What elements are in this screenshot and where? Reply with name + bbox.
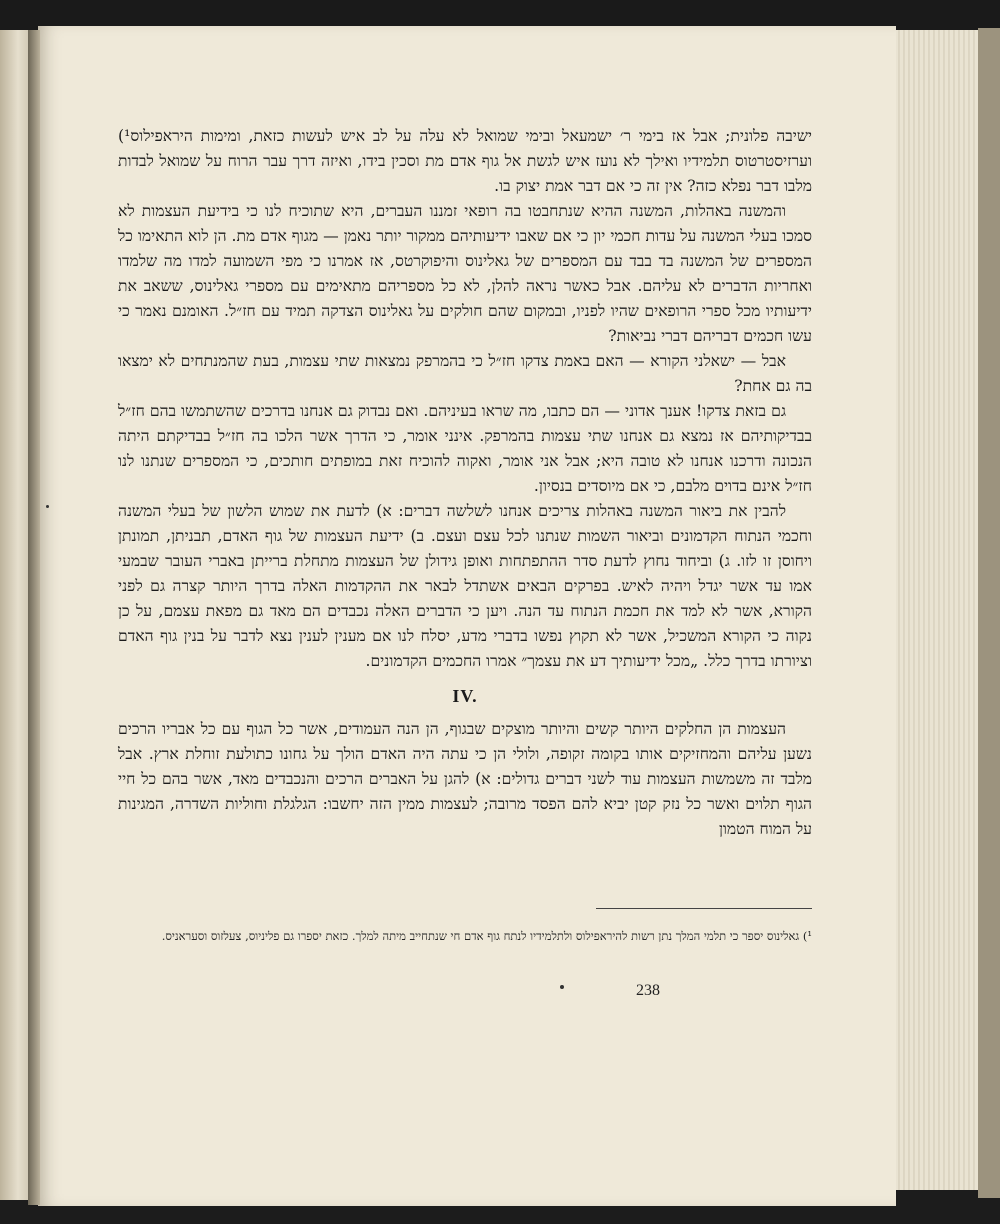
paragraph: להבין את ביאור המשנה באהלות צריכים אנחנו לשלשה דברים: א) לדעת את שמוש הלשון של בעלי המשנה וחכמי הנתוח הקדמונים וביאור השמות שנתנו לכל עצם ועצם. ב) ידיעת העצמות של גוף האדם, תבניתן, תמונתן ויחוסן זו לזו. ג) וביחוד נחוץ לדעת סדר ההתפתחות ואופן גידולן של העצמות מתחלת ברייתן באברי העובר שבמעי אמו עד אשר יגדל ויהיה לאיש. בפרקים הבאים אשתדל לבאר את ההקדמות האלה בדרך היותר קצרה גם לפני הקורא, אשר לא למד את חכמת הנתוח עד הנה. ויען כי הדברים האלה נכבדים הם מאד גם מפאת עצמם, על כן נקוה כי הקורא המשכיל, אשר לא תקוץ נפשו בדברי מדע, יסלח לנו אם מענין לענין נצא לדבר על בנין גוף האדם וציורתו בדרך כלל. „מכל ידיעותיך דע את עצמך״ אמרו החכמים הקדמונים.: [118, 502, 812, 670]
main-text: [118, 124, 812, 842]
paragraph: העצמות הן החלקים היותר קשים והיותר מוצקים שבגוף, הן הנה העמודים, אשר כל הגוף עם כל אבריו הרכים נשען עליהם והמחזיקים אותו בקומה זקופה, ולולי הן כי עתה היה האדם הולך על גחונו כתולעת זוחלת ארץ. אבל מלבד זה משמשות העצמות עוד לשני דברים גדולים: א) להגן על האברים הרכים והנכבדים מאד, אשר בהם כל חיי הגוף תלוים ואשר כל נזק קטן יביא להם הפסד מרובה; לעצמות ממין הזה יחשבו: הגלגלת וחוליות השדרה, המגינות על המוח הטמון: [118, 720, 812, 838]
paragraph: והמשנה באהלות, המשנה ההיא שנתחבטו בה רופאי זמננו העברים, היא שתוכיח לנו כי בידיעת העצמות לא סמכו בעלי המשנה על עדות חכמי יון כי אם שאבו ידיעותיהם ממקור יותר נאמן — מגוף אדם מת. הן לוא התאימו כל המספרים של המשנה בד בבד עם המספרים של גאלינוס והיפוקרטס, אז אמרנו כי מפי השמועה למדו מה שלמדו ואחריות הדברים לא עליהם. אבל כאשר נראה להלן, לא כל מספריהם מתאימים עם מספרי גאלינוס, ששאב את ידיעותיו מכל ספרי הרופאים שהיו לפניו, ובמקום שהם חולקים על גאלינוס הצדקה תמיד עם חז״ל. האומנם נאמר כי עשו חכמים דבריהם דברי נביאות?: [118, 202, 812, 345]
section-heading: IV.: [452, 686, 478, 706]
footnote-rule: [596, 908, 812, 909]
paragraph: אבל — ישאלני הקורא — האם באמת צדקו חז״ל כי בהמרפק נמצאות שתי עצמות, בעת שהמנתחים לא ימצאו בה גם אחת?: [118, 352, 812, 395]
ink-speck: [46, 505, 49, 508]
book-cover-edge: [978, 28, 1000, 1198]
paragraph: ישיבה פלונית; אבל אז בימי ר׳ ישמעאל ובימי שמואל לא עלה על לב איש לעשות כזאת, ומימות היראפילוס¹) וערזיסטרטוס תלמידיו ואילך לא נועז איש לגשת אל גוף אדם מת וסכין בידו, ואיזה דרך עבר הרוח על שמואל לבדות מלבו דבר נפלא כזה? אין זה כי אם דבר אמת יצוק בו.: [118, 127, 812, 195]
paragraph: גם בזאת צדקו! אענך אדוני — הם כתבו, מה שראו בעיניהם. ואם נבדוק גם אנחנו בדרכים שהשתמשו בהם חז״ל בבדיקותיהם אז נמצא גם אנחנו שתי עצמות בהמרפק. אינני אומר, כי הדרך אשר הלכו בה חז״ל בבדיקתם היתה הנכונה ודרכנו אנחנו לא טובה היא; אבל אני אומר, ואקוה להוכיח זאת במופתים חותכים, כי המספרים שנתנו לנו חז״ל אינם בדוים מלבם, כי אם מיוסדים בנסיון.: [118, 402, 813, 495]
book-gutter: [28, 30, 40, 1205]
footnotes: [118, 926, 812, 946]
left-page-edge: [0, 30, 30, 1200]
page-number: 238: [636, 982, 660, 999]
footnote: ¹) גאלינוס יספר כי תלמי המלך נתן רשות להיראפילוס ולתלמידיו לנתח גוף אדם חי שנתחייב מיתה למלך. כזאת יספרו גם פליניוס, צעלזוס וסעראניס.: [161, 929, 812, 943]
ink-speck: [560, 985, 564, 989]
